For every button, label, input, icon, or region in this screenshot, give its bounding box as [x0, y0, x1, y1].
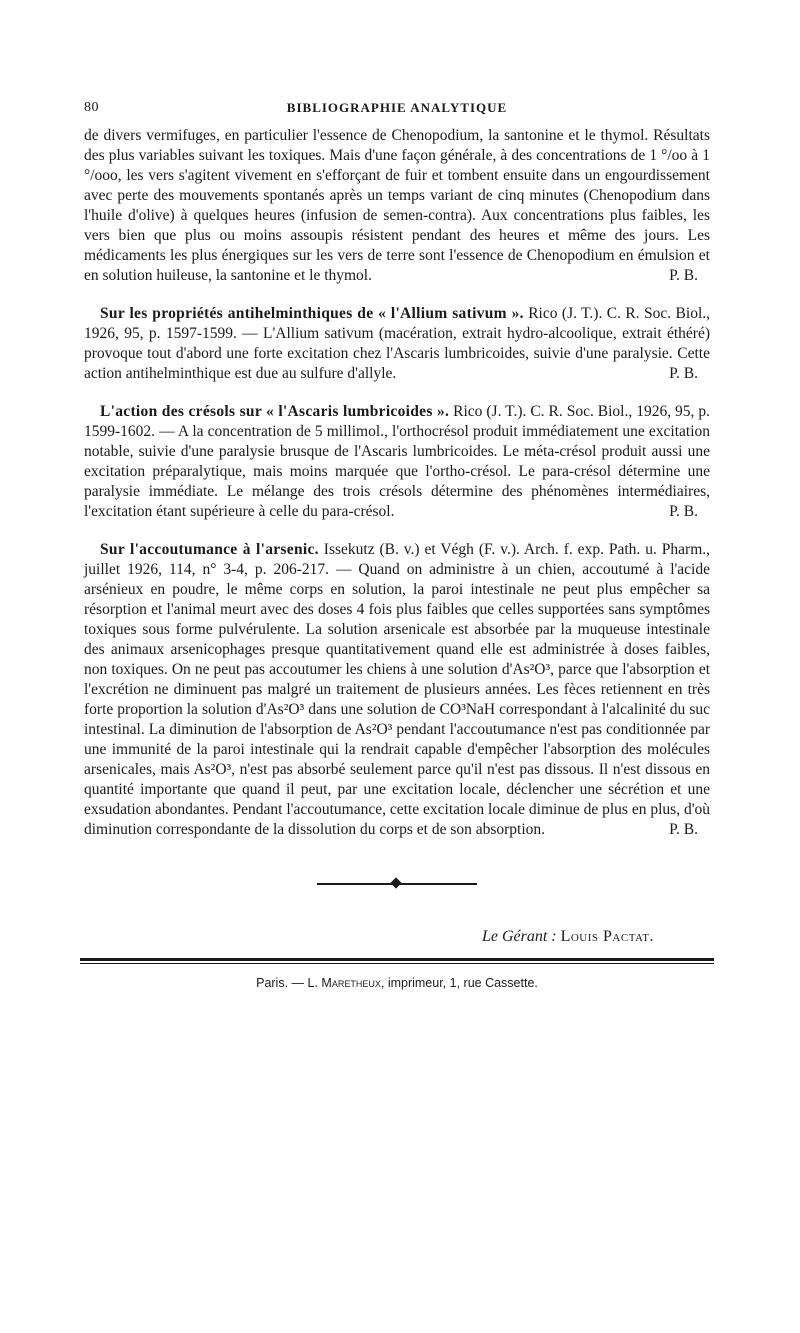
page-number: 80	[84, 100, 99, 115]
continued-paragraph	[84, 126, 710, 286]
gerant-name: Louis Pactat.	[560, 928, 654, 945]
abstract-entry-arsenic	[84, 540, 710, 840]
imprint-address: imprimeur, 1, rue Cassette.	[387, 976, 538, 990]
running-title: BIBLIOGRAPHIE ANALYTIQUE	[286, 100, 508, 115]
running-head	[84, 96, 710, 126]
entry-body: Issekutz (B. v.) et Végh (F. v.). Arch. f. exp. Path. u. Pharm., juillet 1926, 114, n° 3-4, p. 206-217. — Quand on administre à un chien, accoutumé à l'acide arsénieux en poudre, le même corps en solution, la paroi intestinale ne peut plus empêcher sa résorption et l'animal meurt avec des doses 4 fois plus faibles que celles supportées sans symptômes toxiques sous forme pulvérulente. La solution arsenicale est absorbée par la muqueuse intestinale des animaux arsenicophages presque quantitativement quand elle est administrée à doses faibles, non toxiques. On ne peut pas accoutumer les chiens à une solution d'As²O³, parce que l'absorption et l'excrétion ne diminuent pas malgré un traitement de plusieurs années. Les fèces retiennent en très forte proportion la solution d'As²O³ dans une solution de CO³NaH correspondant à l'alcalinité du suc intestinal. La diminution de l'absorption de As²O³ pendant l'accoutumance n'est pas conditionnée par une immunité de la paroi intestinale qui la rendrait capable d'empêcher l'absorption des molécules arsenicales, mais As²O³, n'est pas absorbé seulement parce qu'il n'est pas dissous. Il n'est dissous en quantité importante que quand il peut, par une excitation locale, déclencher une sécrétion et une exsudation abondantes. Pendant l'accoutumance, cette excitation locale diminue de plus en plus, d'où diminution correspondante de la dissolution du corps et de son absorption.	[84, 541, 711, 838]
entry-signature: P. B.	[669, 365, 698, 382]
entry-signature: P. B.	[669, 821, 698, 838]
entry-signature: P. B.	[669, 267, 698, 284]
continued-paragraph-text: de divers vermifuges, en particulier l'essence de Chenopodium, la santonine et le thymol. Résultats des plus variables suivant les toxiques. Mais d'une façon générale, à des concentrations de 1 °/oo à 1 °/ooo, les vers s'agitent vivement en s'efforçant de fuir et tombent ensuite dans un engourdissement avec perte des mouvements spontanés après un temps variant de cinq minutes (Chenopodium dans l'huile d'olive) à quelques heures (infusion de semen-contra). Aux concentrations plus faibles, les vers bien que plus ou moins assoupis résistent pendant des heures et même des jours. Les médicaments les plus énergiques sur les vers de terre sont l'essence de Chenopodium en émulsion et en solution huileuse, la santonine et le thymol.	[84, 127, 710, 284]
footer-double-rule	[80, 958, 714, 964]
diamond-ornament-icon	[390, 877, 401, 888]
imprint-city: Paris. —	[256, 976, 305, 990]
printer-imprint	[84, 976, 710, 990]
publisher-manager-line	[84, 928, 710, 946]
gerant-label: Le Gérant :	[481, 928, 557, 945]
entry-title: L'action des crésols sur « l'Ascaris lumbricoides ».	[100, 403, 450, 420]
entry-title: Sur les propriétés antihelminthiques de « l'Allium sativum ».	[100, 305, 524, 322]
entry-body: Rico (J. T.). C. R. Soc. Biol., 1926, 95, p. 1599-1602. — A la concentration de 5 millimol., l'orthocrésol produit immédiatement une excitation notable, suivie d'une paralysie brusque de l'Ascaris lumbricoides. Le méta-crésol produit aussi une excitation préparalytique, mais moins marquée que l'ortho-crésol. Le para-crésol détermine une paralysie immédiate. Le mélange des trois crésols détermine des phénomènes intermédiaires, l'excitation étant supérieure à celle du para-crésol.	[84, 403, 711, 520]
imprint-printer: L. Maretheux,	[307, 976, 385, 990]
entry-body: Rico (J. T.). C. R. Soc. Biol., 1926, 95, p. 1597-1599. — L'Allium sativum (macération, extrait hydro-alcoolique, extrait éthéré) provoque tout d'abord une forte excitation chez l'Ascaris lumbricoides, suivie d'une paralysie. Cette action antihelminthique est due au sulfure d'allyle.	[84, 305, 711, 382]
journal-page	[84, 96, 710, 990]
abstract-entry-allium	[84, 304, 710, 384]
abstract-entry-cresols	[84, 402, 710, 522]
section-divider	[317, 878, 477, 890]
entry-title: Sur l'accoutumance à l'arsenic.	[100, 541, 319, 558]
entry-signature: P. B.	[669, 503, 698, 520]
